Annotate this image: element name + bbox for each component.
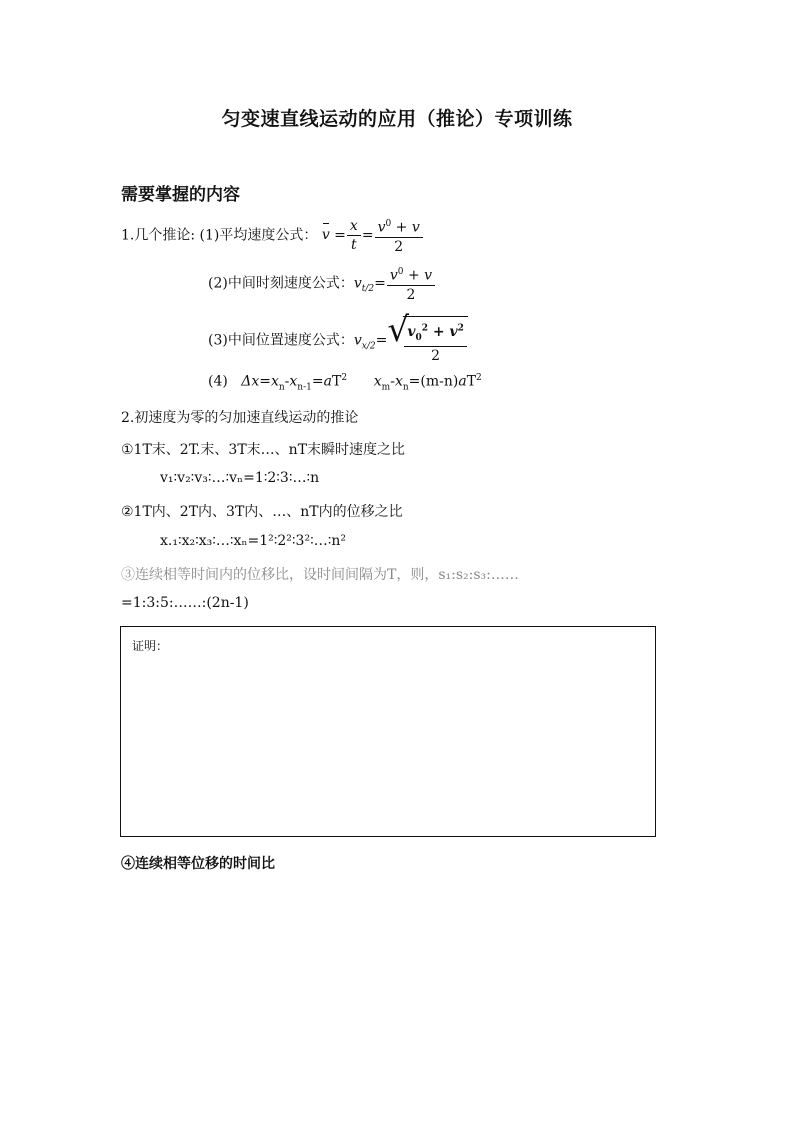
item2-heading: 2.初速度为零的匀加速直线运动的推论 — [121, 410, 359, 426]
sqrt-expression: √ $\frac{v_0^2 + v^2}{2}$ — [387, 316, 468, 365]
formula-delta-x: (4) $\Delta x=x_n-x_{n-1}=aT^2$ $x_m-x_n=(m-n)aT^2$ — [208, 373, 482, 393]
f2-label: (2)中间时刻速度公式： — [208, 275, 354, 292]
point-2-text: ②1T内、2T内、3T内、…、nT内的位移之比 — [121, 504, 403, 520]
page-title: 匀变速直线运动的应用（推论）专项训练 — [221, 108, 573, 130]
formula-mid-time-velocity: (2)中间时刻速度公式：$v_{t/2}=$ $\frac{v^0 + v}{2}$ — [208, 263, 436, 304]
proof-box — [120, 626, 656, 837]
proof-label: 证明： — [132, 639, 169, 653]
formula-mid-position-velocity: (3)中间位置速度公式：$v_{x/2}=$ √ $\frac{v_0^2 + v^2}{2}$ — [208, 316, 468, 365]
f3-label: (3)中间位置速度公式： — [208, 332, 354, 349]
fraction-v0-plus-v-over-2-b: $\frac{v^0 + v}{2}$ — [387, 263, 435, 304]
point-1-text: ①1T末、2T.末、3T末…、nT末瞬时速度之比 — [121, 442, 406, 458]
point-3-continuation: =1:3:5:……:(2n-1) — [121, 595, 249, 611]
point-1-formula: v₁∶v₂∶v₃∶…∶vₙ=1∶2∶3∶…∶n — [160, 470, 320, 486]
point-2-formula: x.₁∶x₂∶x₃∶…∶xₙ=1²∶2²∶3²∶…∶n² — [160, 533, 346, 549]
section-heading: 需要掌握的内容 — [121, 185, 240, 205]
point-4-heading: ④连续相等位移的时间比 — [121, 856, 275, 872]
point-3-text: ③连续相等时间内的位移比，设时间间隔为T，则，s₁:s₂:s₃:…… — [121, 567, 519, 583]
f4-label: (4) — [208, 373, 228, 390]
v-bar: v — [321, 227, 330, 244]
formula-average-velocity: 1.几个推论: (1)平均速度公式： v = $\frac{x}{t}$ = $\frac{v^0 + v}{2}$ — [121, 215, 424, 256]
fraction-v0-plus-v-over-2: $\frac{v^0 + v}{2}$ — [375, 215, 423, 256]
item1-prefix: 1.几个推论: (1)平均速度公式： — [121, 227, 318, 244]
fraction-x-over-t: $\frac{x}{t}$ — [347, 217, 361, 254]
